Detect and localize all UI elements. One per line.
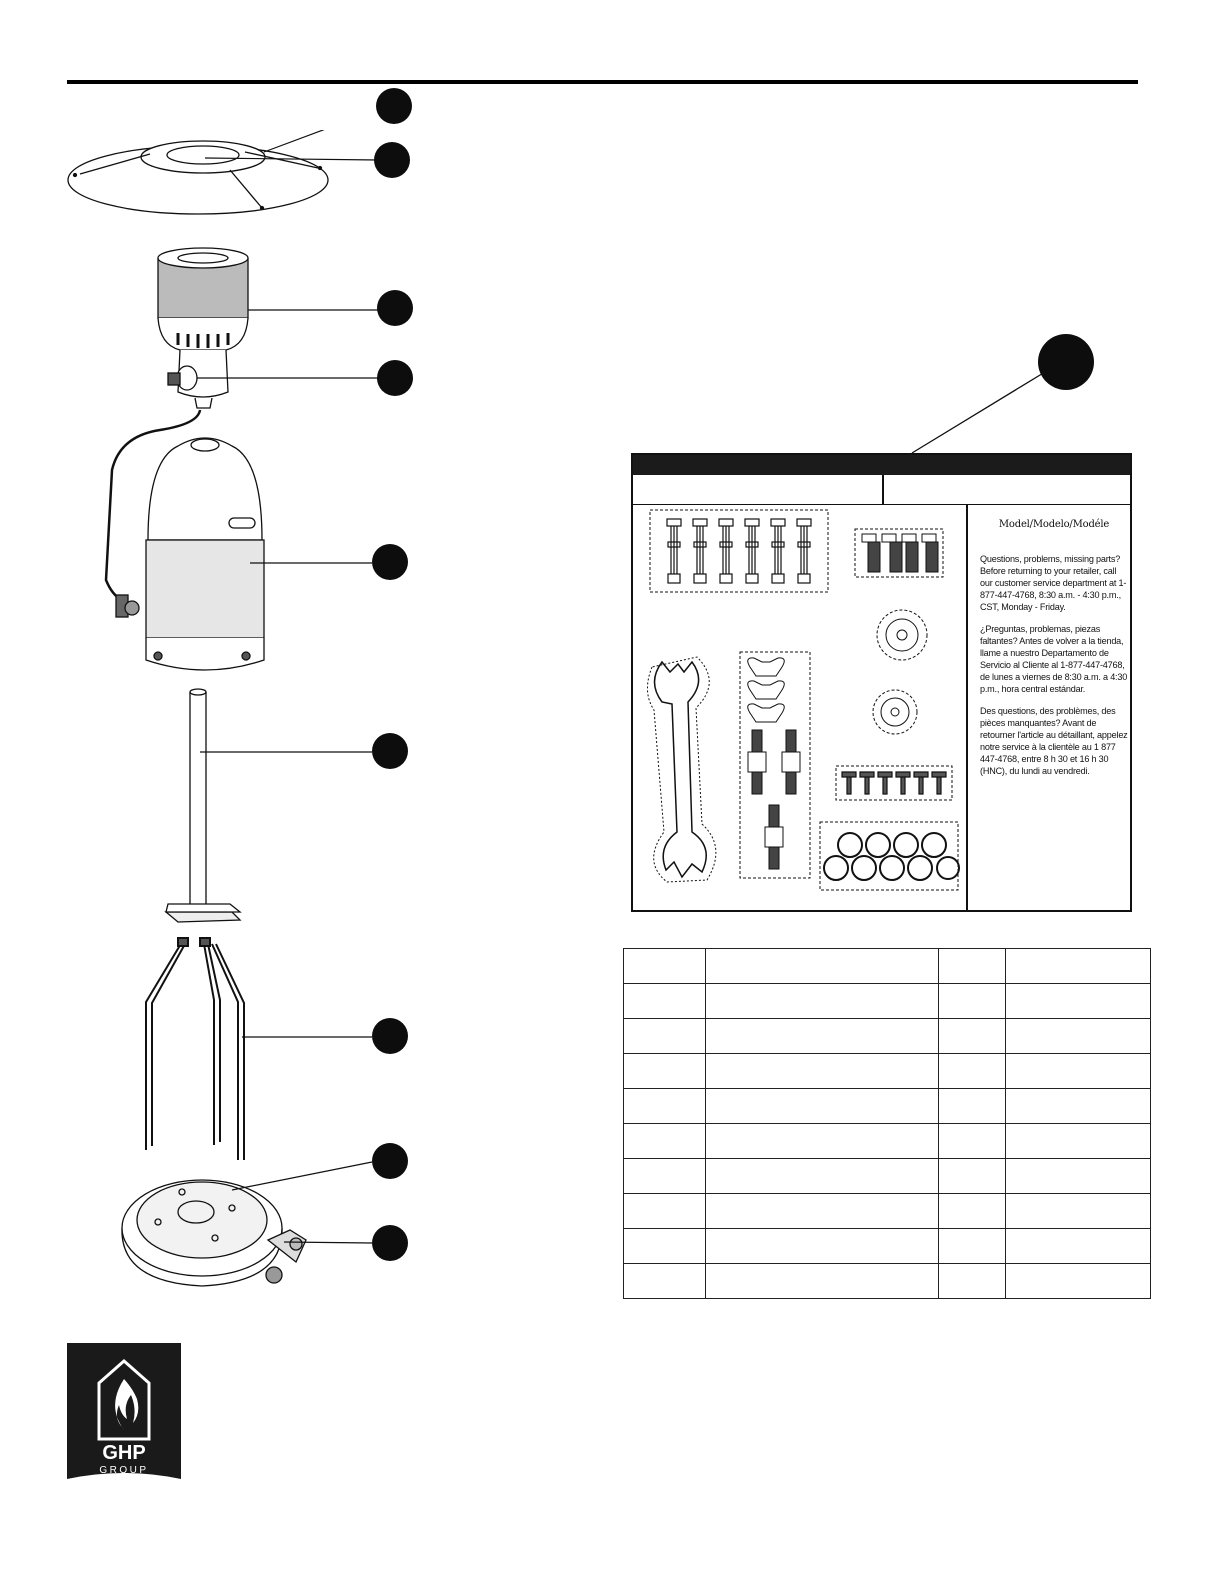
table-row: [624, 1124, 1151, 1159]
table-cell: [939, 1159, 1006, 1194]
table-cell: [624, 1229, 706, 1264]
table-row: [624, 1159, 1151, 1194]
table-cell: [1006, 1194, 1151, 1229]
table-cell: [1006, 1054, 1151, 1089]
table-cell: [706, 1019, 939, 1054]
table-cell: [706, 1194, 939, 1229]
callout-marker-hood: [374, 142, 410, 178]
support-rods-illustration: [146, 938, 244, 1160]
table-cell: [1006, 949, 1151, 984]
table-cell: [939, 949, 1006, 984]
parts-list-table: [623, 948, 1151, 1299]
support-info: [980, 519, 1128, 787]
table-cell: [1006, 1159, 1151, 1194]
table-cell: [706, 949, 939, 984]
table-cell: [624, 1264, 706, 1299]
support-text-english: Questions, problems, missing parts? Before returning to your retailer, call our customer service department at 1-877-447-4768, 8:30 a.m. - 4:30 p.m., CST, Monday - Friday.: [980, 554, 1127, 612]
top-rule: [67, 80, 1138, 84]
base-illustration: [122, 1180, 282, 1286]
table-cell: [706, 1159, 939, 1194]
callout-marker-rods: [372, 1018, 408, 1054]
hardware-panel-subheader: [633, 475, 1130, 505]
table-row: [624, 949, 1151, 984]
callout-marker-burner: [377, 290, 413, 326]
table-cell: [939, 1019, 1006, 1054]
ring-group: [824, 833, 959, 880]
parts-list-body: [624, 949, 1151, 1299]
table-row: [624, 984, 1151, 1019]
table-row: [624, 1229, 1151, 1264]
table-cell: [939, 1229, 1006, 1264]
callout-marker-base: [372, 1143, 408, 1179]
tank-housing-illustration: [146, 438, 264, 670]
burner-head-illustration: [158, 248, 248, 408]
table-cell: [706, 1264, 939, 1299]
callout-marker-wheel: [372, 1225, 408, 1261]
reflector-hood-illustration: [68, 141, 328, 214]
post-illustration: [166, 689, 240, 922]
table-cell: [1006, 984, 1151, 1019]
short-screw-group: [862, 534, 938, 572]
table-cell: [939, 1089, 1006, 1124]
table-cell: [624, 1019, 706, 1054]
table-cell: [939, 1264, 1006, 1299]
callout-marker-tank: [372, 544, 408, 580]
bolt-group: [667, 519, 811, 583]
table-cell: [624, 1054, 706, 1089]
table-cell: [939, 984, 1006, 1019]
table-cell: [1006, 1089, 1151, 1124]
table-cell: [1006, 1019, 1151, 1054]
table-cell: [624, 1194, 706, 1229]
support-text-french: Des questions, des problèmes, des pièces manquantes? Avant de retourner l'article au détaillant, appelez notre service à la clientèle au 1 877 447-4768, entre 8 h 30 et 16 h 30 (HNC), du lundi au vendredi.: [980, 706, 1128, 776]
hardware-pack-panel: [631, 453, 1132, 912]
table-cell: [1006, 1229, 1151, 1264]
table-cell: [624, 1089, 706, 1124]
table-cell: [706, 984, 939, 1019]
table-row: [624, 1054, 1151, 1089]
table-cell: [624, 1124, 706, 1159]
table-cell: [624, 949, 706, 984]
wing-nut-group: [748, 658, 785, 722]
coupler-group: [748, 730, 800, 869]
table-cell: [624, 1159, 706, 1194]
hardware-panel-divider: [966, 505, 968, 911]
logo-brand-text: GHP: [102, 1442, 146, 1464]
hardware-items-illustration: [633, 505, 966, 911]
table-row: [624, 1019, 1151, 1054]
model-label: Model/Modelo/Modéle: [998, 519, 1110, 530]
table-cell: [624, 984, 706, 1019]
table-cell: [1006, 1124, 1151, 1159]
table-cell: [939, 1054, 1006, 1089]
callout-marker-hood-top: [376, 88, 412, 124]
table-cell: [706, 1054, 939, 1089]
logo-sub-text: GROUP: [99, 1465, 149, 1476]
table-row: [624, 1264, 1151, 1299]
table-row: [624, 1089, 1151, 1124]
small-screw-group: [842, 772, 946, 794]
hardware-leader-line: [900, 360, 1060, 460]
table-cell: [939, 1194, 1006, 1229]
callout-marker-post: [372, 733, 408, 769]
ghp-group-logo: [67, 1343, 181, 1483]
table-cell: [1006, 1264, 1151, 1299]
wrench-shape: [655, 662, 707, 877]
callout-marker-valve: [377, 360, 413, 396]
hardware-panel-header: [633, 455, 1130, 475]
table-cell: [706, 1124, 939, 1159]
support-text-spanish: ¿Preguntas, problemas, piezas faltantes? Antes de volver a la tienda, llame a nuestro Departamento de Servicio al Cliente al 1-877-447-4768, de lunes a viernes de 8:30 a.m. a 4:30 p.m., hora central estándar.: [980, 624, 1128, 694]
table-cell: [706, 1089, 939, 1124]
table-cell: [706, 1229, 939, 1264]
table-cell: [939, 1124, 1006, 1159]
table-row: [624, 1194, 1151, 1229]
